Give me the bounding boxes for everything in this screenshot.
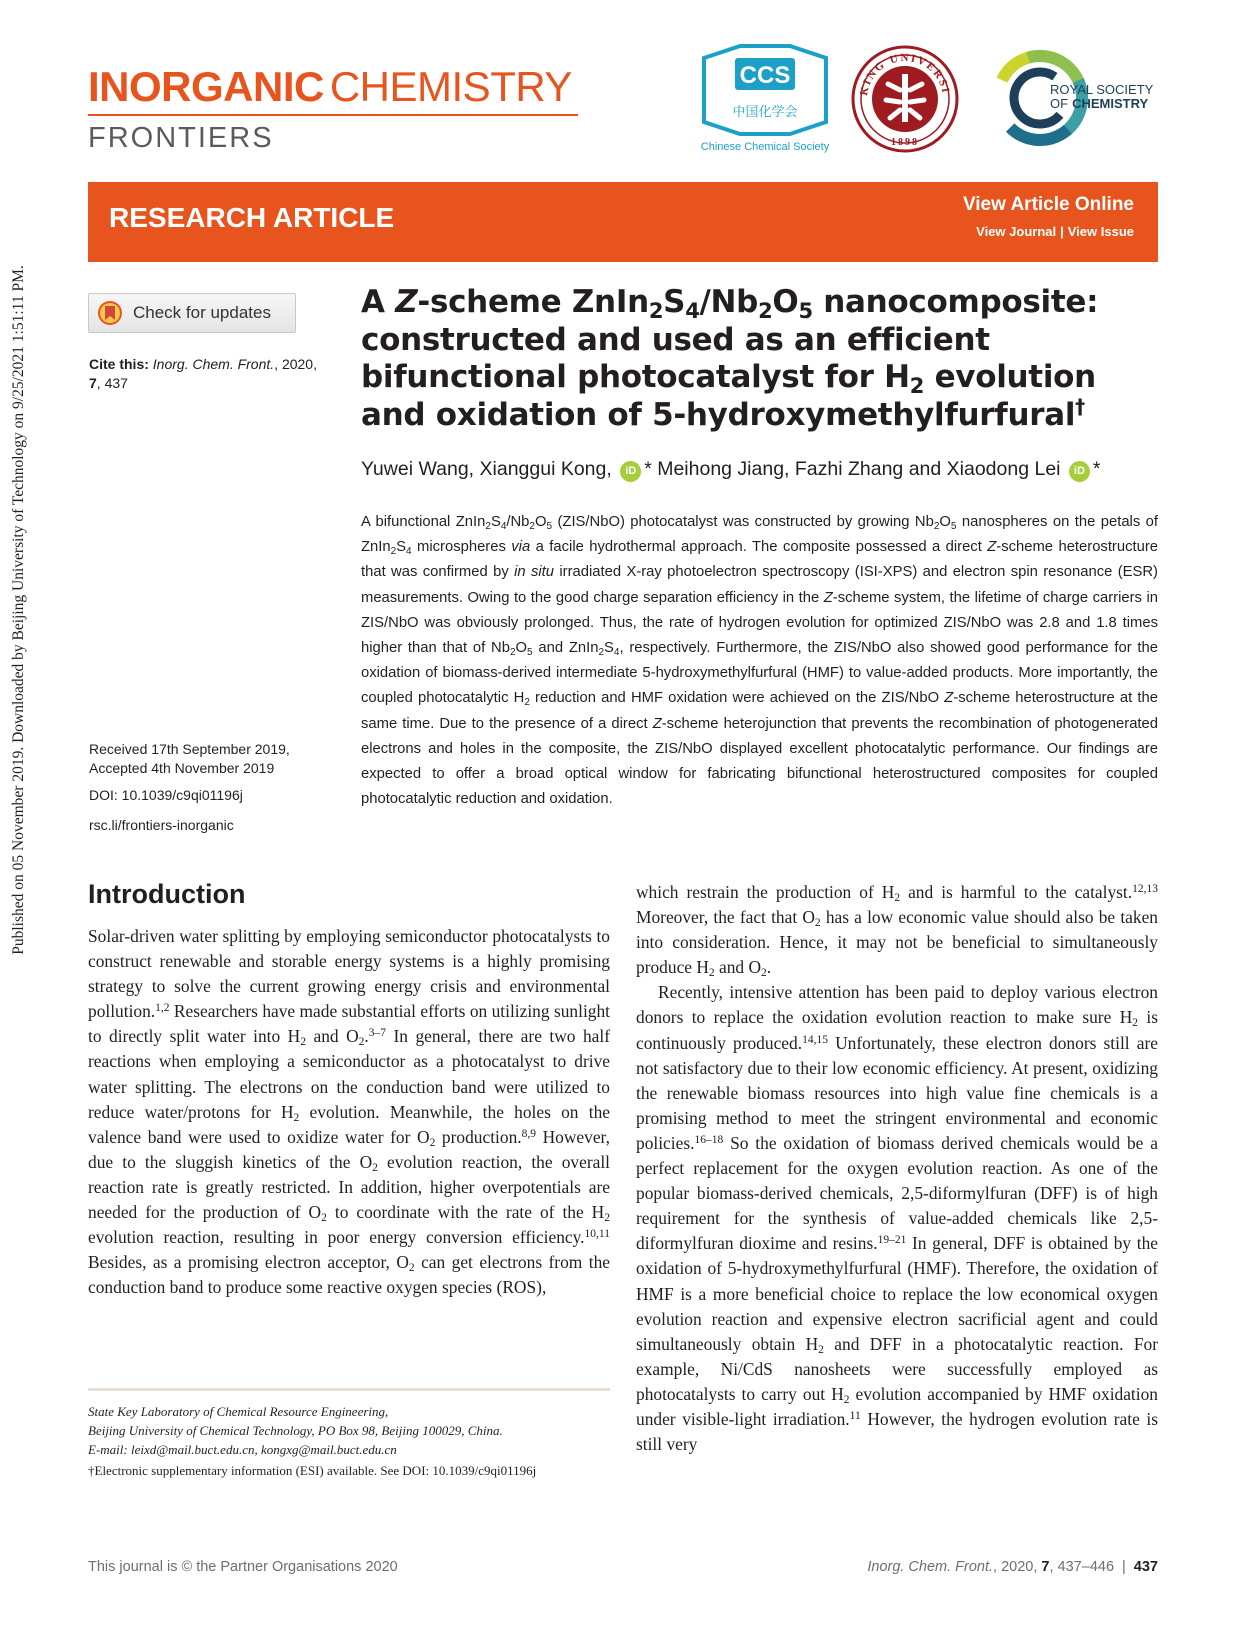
journal-link[interactable]: rsc.li/frontiers-inorganic (89, 817, 234, 833)
bookmark-ribbon-icon (97, 300, 123, 326)
article-dates (89, 740, 349, 778)
abstract: A bifunctional $ZnIn_2S_4/Nb_2O_5$ (ZIS/NbO) photocatalyst was constructed by growing $Nb_2O_5$ nanospheres on the petals of $ZnIn_2S_4$ microspheres via a facile hydrothermal approach. The composite possessed a direct Z-scheme heterostructure that was confirmed by in situ irradiated X-ray photoelectron spectroscopy (ISI-XPS) and electron spin resonance (ESR) measurements. Owing to the good charge separation efficiency in the Z-scheme system, the lifetime of charge carriers in ZIS/NbO was obviously prolonged. Thus, the rate of hydrogen evolution for optimized ZIS/NbO was 2.8 and 1.8 times higher than that of $Nb_2O_5$ and $ZnIn_2S_4$, respectively. Furthermore, the ZIS/NbO also showed good performance for the oxidation of biomass-derived intermediate 5-hydroxymethylfurfural (HMF) to value-added products. More importantly, the coupled photocatalytic $H_2$ reduction and HMF oxidation were achieved on the ZIS/NbO Z-scheme heterostructure at the same time. Due to the presence of a direct Z-scheme heterojunction that prevents the recombination of photogenerated electrons and holes in the composite, the ZIS/NbO displayed excellent photocatalytic performance. Our findings are expected to offer a broad optical window for fabricating bifunctional heterostructured composites for coupled photocatalytic reduction and oxidation. (361, 514, 1159, 808)
svg-text:ROYAL SOCIETY: ROYAL SOCIETY (1050, 82, 1154, 97)
body-column-right (636, 880, 1158, 1457)
view-journal-link[interactable]: View Journal (976, 224, 1057, 239)
orcid-icon[interactable]: iD (1069, 461, 1090, 482)
page-number: 437 (1133, 1559, 1158, 1575)
download-notice-text: Published on 05 November 2019. Downloaded by Beijing University of Technology on 9/25/2021 1:51:11 PM. (10, 265, 27, 955)
chinese-chemical-society-logo (700, 44, 830, 154)
journal-subtitle: FRONTIERS (88, 122, 274, 154)
citation (89, 355, 344, 393)
journal-title (88, 64, 578, 110)
citation-ref: 8,9 (521, 1127, 536, 1140)
download-notice (8, 250, 30, 970)
citation-ref: 19–21 (877, 1234, 907, 1247)
view-issue-link[interactable]: View Issue (1067, 224, 1134, 239)
article-type-banner (88, 182, 1158, 262)
citation-ref: 10,11 (584, 1228, 610, 1241)
footnote-divider (88, 1388, 610, 1391)
citation-label: Cite this: (89, 356, 149, 372)
affiliation-email[interactable]: E-mail: leixd@mail.buct.edu.cn, kongxg@mail.buct.edu.cn (88, 1442, 397, 1457)
journal-title-light: CHEMISTRY (329, 63, 572, 110)
esi-note: †Electronic supplementary information (ESI) available. See DOI: 10.1039/c9qi01196j (88, 1463, 537, 1478)
section-heading-introduction: Introduction (88, 879, 246, 909)
esi-dagger: † (1075, 394, 1085, 419)
affiliation-line: State Key Laboratory of Chemical Resource Engineering, (88, 1404, 389, 1419)
footnotes (88, 1402, 610, 1480)
citation-ref: 3–7 (368, 1027, 386, 1040)
paragraph: which restrain the production of $H_2$ and is harmful to the catalyst.$^{12,13}$ Moreover, the fact that $O_2$ has a low economic value should also be taken into consideration. Hence, it may not be beneficial to simultaneously produce $H_2$ and $O_2$. (636, 882, 1158, 980)
orcid-icon[interactable]: iD (620, 461, 641, 482)
body-column-left (88, 924, 610, 1300)
check-for-updates-button[interactable] (88, 293, 296, 333)
svg-text:CCS: CCS (739, 62, 791, 89)
accepted-date: Accepted 4th November 2019 (89, 760, 275, 776)
royal-society-of-chemistry-logo (992, 44, 1162, 154)
received-date: Received 17th September 2019, (89, 741, 290, 757)
citation-ref: 16–18 (694, 1133, 724, 1146)
author-list: Yuwei Wang, Xianggui Kong, iD * Meihong Jiang, Fazhi Zhang and Xiaodong Lei iD * (361, 458, 1101, 480)
citation-ref: 14,15 (802, 1033, 828, 1046)
check-for-updates-label: Check for updates (133, 303, 271, 322)
svg-text:Chinese Chemical Society: Chinese Chemical Society (700, 141, 830, 153)
article-doi[interactable]: DOI: 10.1039/c9qi01196j (89, 787, 243, 803)
paragraph: Recently, intensive attention has been paid to deploy various electron donors to replace the oxidation evolution reaction to make sure $H_2$ is continuously produced.$^{14,15}$ Unfortunately, these electron donors still are not satisfactory due to their low economic efficiency. At present, oxidizing the renewable biomass resources into high value fine chemicals is a promising method to meet the stringent environmental and economic policies.$^{16-18}$ So the oxidation of biomass derived chemicals would be a perfect replacement for the oxygen evolution reaction. As one of the popular biomass-derived chemicals, 2,5-diformylfuran (DFF) is of high requirement for the synthesis of value-added chemicals like 2,5-diformylfuran dioxime and resins.$^{19-21}$ In general, DFF is obtained by the oxidation of 5-hydroxymethylfurfural (HMF). Therefore, the oxidation of HMF is a more beneficial choice to replace the low economical oxygen evolution reaction and expensive electron sacrificial agent and could simultaneously obtain $H_2$ and DFF in a photocatalytic reaction. For example, Ni/CdS nanosheets were successfully employed as photocatalysts to carry out $H_2$ evolution accompanied by HMF oxidation under visible-light irradiation.$^{11}$ However, the hydrogen evolution rate is still very (636, 982, 1158, 1455)
citation-ref: 1,2 (155, 1002, 170, 1015)
peking-university-logo (850, 44, 960, 154)
citation-ref: 11 (849, 1409, 861, 1422)
citation-page: , 437 (96, 375, 128, 391)
view-links-separator: | (1060, 224, 1064, 239)
journal-title-bold: INORGANIC (88, 63, 324, 110)
journal-brand (88, 64, 578, 155)
citation-journal: Inorg. Chem. Front. (152, 356, 275, 372)
svg-text:PEKING UNIVERSITY: KING UNIVERSI (857, 51, 952, 97)
article-type-label: RESEARCH ARTICLE (109, 202, 395, 233)
svg-text:中国化学会: 中国化学会 (732, 105, 798, 120)
citation-year: , 2020, (274, 356, 317, 372)
svg-text:1898: 1898 (891, 137, 919, 148)
view-links (976, 224, 1134, 239)
journal-title-rule (88, 114, 578, 116)
svg-text:OFCHEMISTRY: OF CHEMISTRY (1050, 96, 1149, 111)
citation-volume: 7 (89, 375, 97, 391)
view-article-online-link[interactable]: View Article Online (962, 194, 1134, 215)
footer-copyright: This journal is © the Partner Organisations 2020 (88, 1559, 398, 1575)
paragraph: Solar-driven water splitting by employing semiconductor photocatalysts to construct renewable and storable energy systems is a highly promising strategy to solve the current growing energy crisis and environmental pollution.$^{1,2}$ Researchers have made substantial efforts on utilizing sunlight to directly split water into $H_2$ and $O_2.^{3-7}$ In general, there are two half reactions when employing a semiconductor as a photocatalyst to drive water splitting. The electrons on the conduction band were utilized to reduce water/protons for $H_2$ evolution. Meanwhile, the holes on the valence band were used to oxidize water for $O_2$ production.$^{8,9}$ However, due to the sluggish kinetics of the $O_2$ evolution reaction, the overall reaction rate is greatly restricted. In addition, higher overpotentials are needed for the production of $O_2$ to coordinate with the rate of the $H_2$ evolution reaction, resulting in poor energy conversion efficiency.$^{10,11}$ Besides, as a promising electron acceptor, $O_2$ can get electrons from the conduction band to produce some reactive oxygen species (ROS), (88, 926, 611, 1298)
article-title: A Z-scheme $ZnIn_2S_4/Nb_2O_5$ nanocomposite: constructed and used as an efficient bifunctional photocatalyst for $H_2$ evolution and oxidation of 5-hydroxymethylfurfural† (361, 284, 1099, 433)
affiliation-line: Beijing University of Chemical Technology, PO Box 98, Beijing 100029, China. (88, 1423, 503, 1438)
footer-citation: Inorg. Chem. Front., 2020, 7, 437–446 | 437 (867, 1559, 1158, 1575)
citation-ref: 12,13 (1132, 883, 1158, 895)
